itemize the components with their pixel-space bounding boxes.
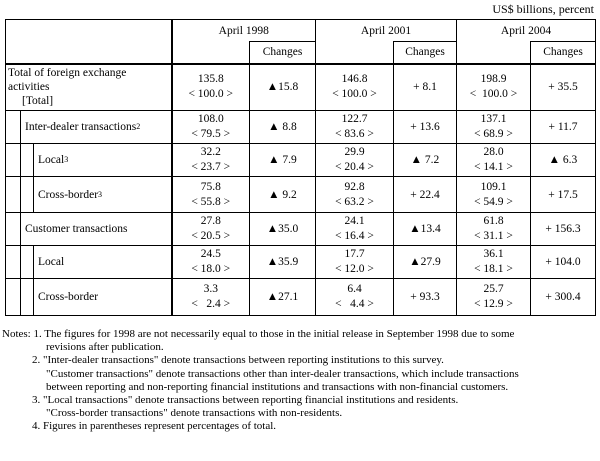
note-2-line-2: "Customer transactions" denote transactions other than inter-dealer transactions, which include transactions bbox=[46, 367, 519, 380]
value-cell: 92.8 < 63.2 > bbox=[316, 177, 394, 213]
note-3-line-1: 3. "Local transactions" denote transactions between reporting financial institutions and residents. bbox=[32, 394, 459, 407]
period-header-2001: April 2001 bbox=[316, 20, 457, 42]
change-cell: + 104.0 bbox=[531, 246, 596, 279]
note-3-line-2: "Cross-border transactions" denote transactions with non-residents. bbox=[46, 407, 343, 420]
changes-header-2001: Changes bbox=[394, 42, 457, 64]
change-cell: ▲27.1 bbox=[250, 279, 316, 316]
value-cell: 61.8 < 31.1 > bbox=[457, 213, 531, 246]
table-row-total bbox=[6, 64, 596, 111]
value-cell: 137.1 < 68.9 > bbox=[457, 111, 531, 144]
value-cell: 109.1 < 54.9 > bbox=[457, 177, 531, 213]
change-cell: ▲ 6.3 bbox=[531, 144, 596, 177]
note-2-line-3: between reporting and non-reporting financial institutions and transactions with non-financial customers. bbox=[46, 380, 509, 393]
period-header-2004: April 2004 bbox=[457, 20, 596, 42]
note-2-line-1: 2. "Inter-dealer transactions" denote transactions between reporting institutions to this survey. bbox=[32, 354, 444, 367]
fx-turnover-table bbox=[5, 19, 596, 316]
note-1-line-1: Notes: 1. The figures for 1998 are not necessarily equal to those in the initial release in September 1998 due to some bbox=[2, 328, 515, 340]
row-label-total bbox=[6, 64, 172, 111]
value-cell: 75.8 < 55.8 > bbox=[172, 177, 250, 213]
footnotes bbox=[2, 328, 598, 434]
value-cell: 108.0 < 79.5 > bbox=[172, 111, 250, 144]
value-cell: 29.9 < 20.4 > bbox=[316, 144, 394, 177]
change-cell: + 93.3 bbox=[394, 279, 457, 316]
table-row-inter-dealer-cross-border bbox=[6, 177, 596, 213]
change-cell: ▲35.0 bbox=[250, 213, 316, 246]
period-header-1998: April 1998 bbox=[172, 20, 316, 42]
value-cell: 36.1 < 18.1 > bbox=[457, 246, 531, 279]
value-cell: 3.3 < 2.4 > bbox=[172, 279, 250, 316]
value-cell: 17.7 < 12.0 > bbox=[316, 246, 394, 279]
change-cell: + 11.7 bbox=[531, 111, 596, 144]
row-label-cross-border: Cross-border bbox=[6, 279, 172, 316]
value-cell: 24.1 < 16.4 > bbox=[316, 213, 394, 246]
unit-label: US$ billions, percent bbox=[492, 2, 594, 16]
header-blank-2004 bbox=[457, 42, 531, 64]
value-cell: 6.4 < 4.4 > bbox=[316, 279, 394, 316]
value-cell: 198.9 < 100.0 > bbox=[457, 64, 531, 111]
table-row-customer-cross-border bbox=[6, 279, 596, 316]
value-cell: 28.0 < 14.1 > bbox=[457, 144, 531, 177]
change-cell: + 22.4 bbox=[394, 177, 457, 213]
change-cell: + 13.6 bbox=[394, 111, 457, 144]
header-blank-2001 bbox=[316, 42, 394, 64]
change-cell: ▲15.8 bbox=[250, 64, 316, 111]
table-row-customer-local bbox=[6, 246, 596, 279]
table-row-inter-dealer-local bbox=[6, 144, 596, 177]
header-row-periods bbox=[6, 20, 596, 42]
value-cell: 146.8 < 100.0 > bbox=[316, 64, 394, 111]
row-label-local: Local 3 bbox=[6, 144, 172, 177]
changes-header-1998: Changes bbox=[250, 42, 316, 64]
note-4: 4. Figures in parentheses represent percentages of total. bbox=[32, 420, 277, 433]
change-cell: ▲ 7.2 bbox=[394, 144, 457, 177]
header-blank-1998 bbox=[172, 42, 250, 64]
row-label-line: Total of foreign exchange bbox=[8, 67, 127, 80]
change-cell: + 156.3 bbox=[531, 213, 596, 246]
row-label-customer: Customer transactions bbox=[6, 213, 172, 246]
table-row-inter-dealer bbox=[6, 111, 596, 144]
change-cell: ▲27.9 bbox=[394, 246, 457, 279]
change-cell: ▲ 8.8 bbox=[250, 111, 316, 144]
value-cell: 24.5 < 18.0 > bbox=[172, 246, 250, 279]
change-cell: + 35.5 bbox=[531, 64, 596, 111]
row-label-line: activities bbox=[8, 81, 50, 94]
note-1-line-2: revisions after publication. bbox=[46, 341, 164, 354]
change-cell: ▲35.9 bbox=[250, 246, 316, 279]
row-label-cross-border: Cross-border 3 bbox=[6, 177, 172, 213]
value-cell: 135.8 < 100.0 > bbox=[172, 64, 250, 111]
changes-header-2004: Changes bbox=[531, 42, 596, 64]
row-label-local: Local bbox=[6, 246, 172, 279]
header-corner bbox=[6, 20, 172, 64]
value-cell: 27.8 < 20.5 > bbox=[172, 213, 250, 246]
change-cell: ▲ 9.2 bbox=[250, 177, 316, 213]
change-cell: + 17.5 bbox=[531, 177, 596, 213]
value-cell: 32.2 < 23.7 > bbox=[172, 144, 250, 177]
value-cell: 25.7 < 12.9 > bbox=[457, 279, 531, 316]
change-cell: ▲13.4 bbox=[394, 213, 457, 246]
change-cell: + 8.1 bbox=[394, 64, 457, 111]
change-cell: ▲ 7.9 bbox=[250, 144, 316, 177]
change-cell: + 300.4 bbox=[531, 279, 596, 316]
row-label-line: [Total] bbox=[22, 95, 54, 108]
table-row-customer bbox=[6, 213, 596, 246]
row-label-inter-dealer: Inter-dealer transactions 2 bbox=[6, 111, 172, 144]
value-cell: 122.7 < 83.6 > bbox=[316, 111, 394, 144]
